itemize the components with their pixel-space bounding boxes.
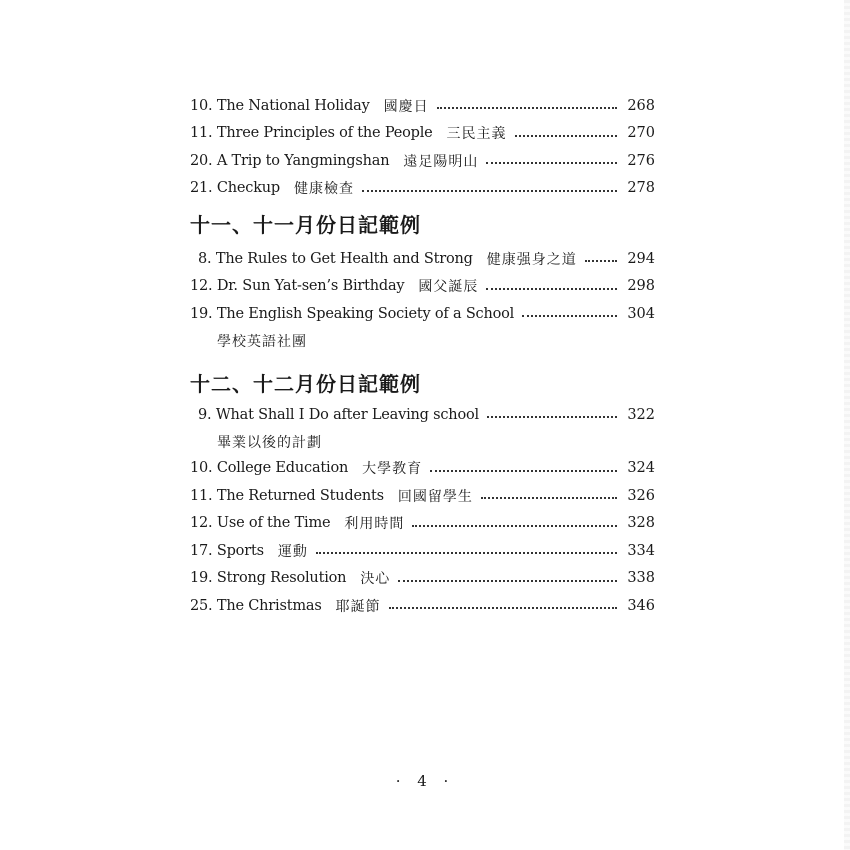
toc-entry — [190, 175, 655, 203]
entry-chinese-title: 國慶日 — [383, 98, 429, 115]
entry-chinese-title: 利用時間 — [344, 516, 405, 533]
entry-title: 19. Strong Resolution — [190, 570, 347, 587]
entry-title: 11. The Returned Students — [190, 487, 384, 504]
toc-section-continued — [190, 92, 655, 202]
entry-chinese-title: 國父誕辰 — [418, 279, 479, 296]
section-heading-december: 十二、十二月份日記範例 — [190, 372, 421, 396]
toc-entry — [190, 455, 655, 483]
dot-leader — [430, 469, 617, 472]
entry-page-number: 268 — [627, 97, 655, 114]
dot-leader — [487, 415, 617, 418]
entry-chinese-title: 耶誕節 — [335, 598, 381, 615]
dot-leader — [585, 259, 617, 262]
entry-title: 11. Three Principles of the People — [190, 125, 433, 142]
entry-chinese-subtitle: 畢業以後的計劃 — [217, 434, 322, 451]
entry-chinese-title: 回國留學生 — [397, 488, 473, 505]
toc-entry — [190, 510, 655, 538]
entry-title: 10. The National Holiday — [190, 97, 370, 114]
toc-entry — [190, 245, 655, 273]
dot-leader — [398, 579, 617, 582]
dot-leader — [316, 551, 617, 554]
toc-entry — [190, 300, 655, 328]
entry-chinese-title: 大學教育 — [362, 461, 423, 478]
entry-chinese-title: 運動 — [277, 543, 308, 560]
entry-page-number: 326 — [627, 487, 655, 504]
dot-leader — [389, 606, 617, 609]
toc-entry — [190, 537, 655, 565]
entry-page-number: 324 — [627, 460, 655, 477]
entry-chinese-title: 三民主義 — [446, 126, 507, 143]
entry-page-number: 298 — [627, 278, 655, 295]
entry-page-number: 322 — [627, 406, 655, 423]
entry-page-number: 346 — [627, 597, 655, 614]
entry-title: 25. The Christmas — [190, 597, 322, 614]
entry-page-number: 328 — [627, 515, 655, 532]
entry-title: 19. The English Speaking Society of a School — [190, 305, 515, 322]
entry-page-number: 276 — [627, 152, 655, 169]
toc-entry — [190, 273, 655, 301]
section-heading-november: 十一、十一月份日記範例 — [190, 213, 421, 237]
dot-leader — [481, 496, 617, 499]
entry-page-number: 304 — [627, 305, 655, 322]
scan-edge — [844, 0, 850, 850]
dot-leader — [522, 314, 617, 317]
entry-title: 20. A Trip to Yangmingshan — [190, 152, 390, 169]
toc-entry — [190, 401, 655, 429]
entry-chinese-title: 決心 — [360, 571, 391, 588]
toc-entry — [190, 565, 655, 593]
dot-leader — [486, 161, 617, 164]
entry-chinese-title: 健康檢查 — [294, 181, 355, 198]
entry-chinese-title: 健康强身之道 — [486, 251, 577, 268]
dot-leader — [437, 106, 617, 109]
toc-entry — [190, 147, 655, 175]
toc-entry — [190, 592, 655, 620]
toc-section-december — [190, 401, 655, 620]
entry-title: 21. Checkup — [190, 180, 281, 197]
dot-leader — [362, 189, 617, 192]
toc-section-november — [190, 245, 655, 354]
toc-entry — [190, 482, 655, 510]
entry-title: 10. College Education — [190, 460, 349, 477]
entry-page-number: 334 — [627, 542, 655, 559]
toc-entry — [190, 120, 655, 148]
entry-title: 9. What Shall I Do after Leaving school — [198, 406, 479, 423]
entry-page-number: 278 — [627, 180, 655, 197]
entry-title: 8. The Rules to Get Health and Strong — [198, 250, 473, 267]
entry-page-number: 294 — [627, 250, 655, 267]
entry-page-number: 338 — [627, 570, 655, 587]
entry-page-number: 270 — [627, 125, 655, 142]
entry-title: 17. Sports — [190, 542, 264, 559]
toc-entry — [190, 92, 655, 120]
entry-chinese-subtitle: 學校英語社團 — [217, 333, 307, 350]
dot-leader — [412, 524, 617, 527]
page-number-footer: · 4 · — [395, 772, 455, 790]
dot-leader — [515, 134, 617, 137]
entry-title: 12. Use of the Time — [190, 515, 331, 532]
entry-chinese-title: 遠足陽明山 — [403, 153, 479, 170]
entry-title: 12. Dr. Sun Yat-sen’s Birthday — [190, 278, 405, 295]
dot-leader — [486, 287, 617, 290]
